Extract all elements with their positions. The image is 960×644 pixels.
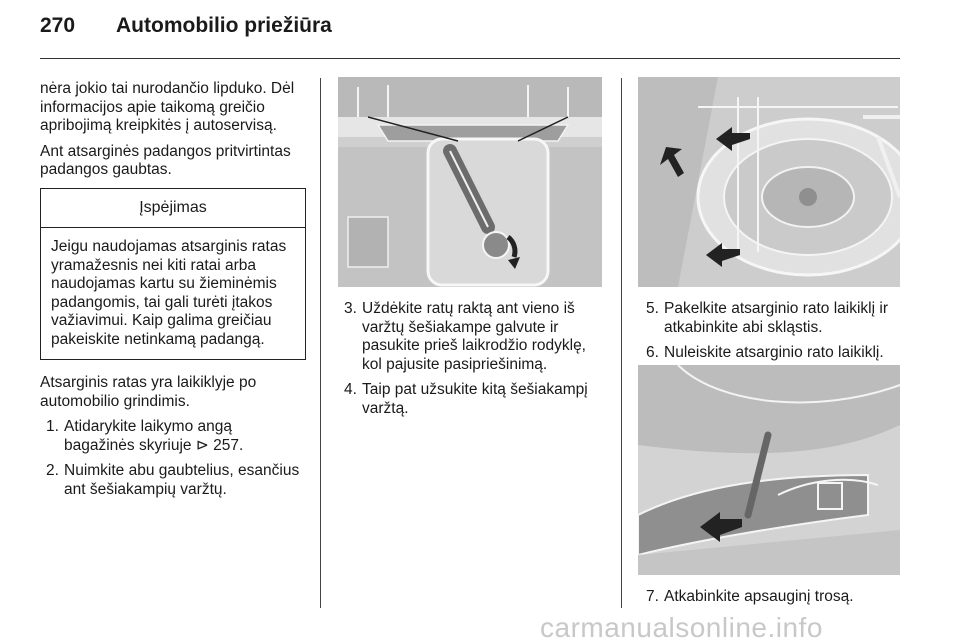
list-item — [640, 588, 908, 607]
page-header — [40, 14, 332, 38]
header-rule — [40, 58, 900, 59]
step-number: 2. — [46, 462, 59, 479]
list-item — [338, 381, 604, 418]
list-item — [640, 344, 908, 363]
column-divider-2 — [621, 78, 622, 608]
intro-paragraph-2: Ant atsarginės padangos pritvirtintas padangos gaubtas. — [40, 142, 291, 178]
safety-cable-illustration — [638, 365, 900, 575]
list-item — [338, 300, 604, 374]
warning-box — [40, 188, 306, 361]
column-1 — [40, 80, 306, 506]
steps-list-2 — [338, 300, 604, 418]
column-3-footer-text — [640, 588, 908, 614]
column-2-text — [338, 300, 604, 425]
list-item — [40, 418, 306, 455]
column-divider-1 — [320, 78, 321, 608]
step-number: 3. — [344, 300, 357, 317]
step-text: Atkabinkite apsauginį trosą. — [664, 588, 854, 605]
list-item — [640, 300, 908, 337]
list-item — [40, 462, 306, 499]
step-text: Atidarykite laikymo angą bagažinės skyriuje ⊳ 257. — [64, 418, 244, 454]
spare-wheel-carrier-illustration — [638, 77, 900, 287]
wrench-illustration — [338, 77, 602, 287]
step-text: Nuleiskite atsarginio rato laikiklį. — [664, 344, 884, 361]
page-number: 270 — [40, 14, 76, 37]
step-text: Uždėkite ratų raktą ant vieno iš varžtų šešiakampe galvute ir pasukite prieš laikrodžio rodyklę, kol pajusite pasipriešinimą. — [362, 300, 586, 373]
step-number: 1. — [46, 418, 59, 435]
step-number: 7. — [646, 588, 659, 605]
steps-list-4 — [640, 588, 908, 607]
intro-paragraph-1: nėra jokio tai nurodančio lipduko. Dėl informacijos apie taikomą greičio apribojimą kreipkitės į autoservisą. — [40, 80, 295, 134]
step-number: 4. — [344, 381, 357, 398]
steps-list-1 — [40, 418, 306, 499]
warning-title: Įspėjimas — [41, 189, 305, 229]
steps-list-3 — [640, 300, 908, 363]
page-title: Automobilio priežiūra — [116, 14, 332, 37]
step-number: 5. — [646, 300, 659, 317]
step-text: Taip pat užsukite kitą šešiakampį varžtą. — [362, 381, 588, 417]
step-text: Nuimkite abu gaubtelius, esančius ant šešiakampių varžtų. — [64, 462, 300, 498]
spare-wheel-paragraph: Atsarginis ratas yra laikiklyje po automobilio grindimis. — [40, 374, 257, 410]
warning-text: Jeigu naudojamas atsarginis ratas yramažesnis nei kiti ratai arba naudojamas kartu su žieminėmis padangomis, tai gali turėti įtakos važiavimui. Kaip galima greičiau pakeiskite netinkamą padangą. — [51, 238, 287, 348]
step-text: Pakelkite atsarginio rato laikiklį ir atkabinkite abi skląstis. — [664, 300, 888, 336]
watermark: carmanualsonline.info — [540, 612, 823, 643]
step-number: 6. — [646, 344, 659, 361]
column-3-text — [640, 300, 908, 370]
